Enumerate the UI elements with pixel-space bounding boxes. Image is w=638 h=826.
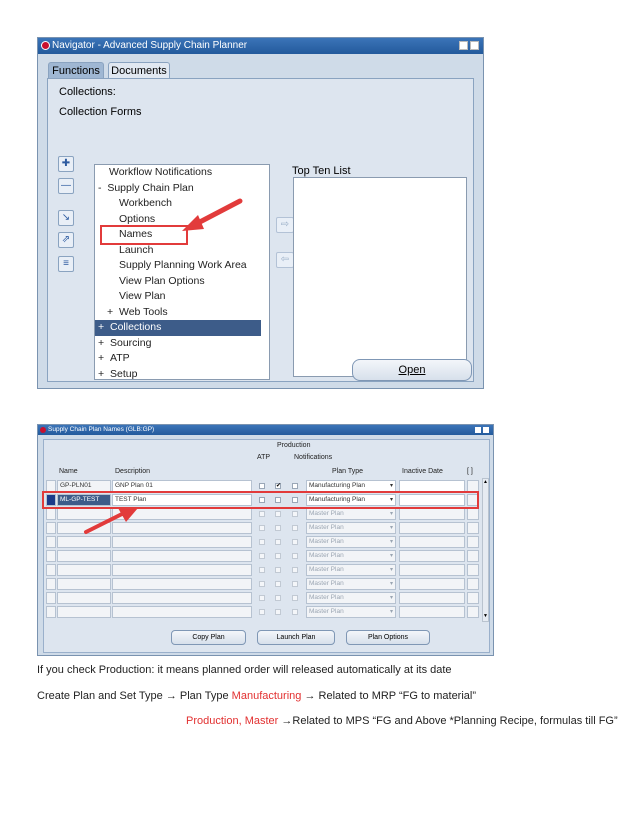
plan-names-title-bar (38, 425, 493, 435)
tree-item[interactable]: Workflow Notifications (109, 166, 213, 178)
oracle-logo-icon (40, 427, 46, 433)
plan-name-cell[interactable] (57, 564, 111, 576)
functions-panel (47, 78, 474, 382)
tab-documents[interactable]: Documents (108, 62, 170, 78)
tree-item[interactable]: Options (119, 212, 156, 225)
launch-plan-button[interactable]: Launch Plan (257, 630, 335, 645)
tree-item-selected[interactable]: + Collections (95, 320, 261, 336)
inactive-date-cell[interactable] (399, 550, 465, 562)
plan-name-cell[interactable]: ML-GP-TEST (57, 494, 111, 506)
production-checkbox[interactable] (275, 525, 281, 531)
row-selector[interactable] (46, 592, 56, 604)
plan-names-title: Supply Chain Plan Names (GLB:GP) (48, 426, 155, 433)
chevron-down-icon[interactable]: ▾ (389, 567, 393, 573)
close-icon[interactable] (470, 41, 479, 50)
note-line-3-end: →Related to MPS “FG and Above *Planning Recipe, formulas till FG” (278, 715, 618, 727)
inactive-date-cell[interactable] (399, 522, 465, 534)
grid-scrollbar[interactable] (482, 478, 489, 622)
plan-name-cell[interactable] (57, 592, 111, 604)
description-cell[interactable] (112, 578, 252, 590)
tree-item[interactable]: + Sourcing (98, 336, 152, 349)
inactive-date-header: Inactive Date (402, 468, 443, 475)
row-selector[interactable] (46, 578, 56, 590)
tree-item-names[interactable]: Names (119, 228, 153, 240)
production-checkbox[interactable]: ✔ (276, 483, 282, 489)
production-header: Production (277, 442, 311, 449)
collapse-all-icon[interactable]: ≡ (58, 256, 74, 272)
production-checkbox[interactable] (275, 553, 281, 559)
plan-name-cell[interactable] (57, 578, 111, 590)
tree-item[interactable]: Launch (119, 243, 154, 256)
plan-type-select[interactable]: Master Plan ▾ (306, 592, 396, 604)
atp-checkbox[interactable] (259, 581, 265, 587)
folder-cell (467, 592, 479, 604)
open-button[interactable]: Open (352, 359, 472, 381)
folder-bracket-header: [ ] (467, 468, 473, 475)
plan-names-window (37, 424, 494, 656)
folder-cell (467, 536, 479, 548)
plan-type-select[interactable]: Master Plan ▾ (306, 564, 396, 576)
plan-type-select[interactable]: Master Plan ▾ (306, 578, 396, 590)
notifications-checkbox[interactable] (292, 581, 298, 587)
remove-from-top-ten-icon[interactable]: ⇦ (276, 252, 294, 268)
plan-options-button[interactable]: Plan Options (346, 630, 430, 645)
atp-checkbox[interactable] (259, 525, 265, 531)
inactive-date-cell[interactable] (399, 508, 465, 520)
atp-checkbox[interactable] (259, 567, 265, 573)
note-line-2-start: Create Plan and Set Type → Plan Type (37, 690, 232, 702)
folder-cell (467, 508, 479, 520)
plan-names-panel (43, 439, 490, 653)
description-cell[interactable]: GNP Plan 01 (112, 480, 252, 492)
note-manufacturing: Manufacturing (231, 690, 302, 702)
inactive-date-cell[interactable] (399, 592, 465, 604)
folder-cell (467, 522, 479, 534)
collapse-icon[interactable]: — (58, 178, 74, 194)
plan-type-select[interactable]: Master Plan ▾ (306, 606, 396, 618)
inactive-date-cell[interactable] (399, 564, 465, 576)
note-line-2-end: → Related to MRP “FG to material” (301, 690, 477, 702)
expand-all-icon[interactable]: ⇗ (58, 232, 74, 248)
top-ten-label: Top Ten List (292, 165, 351, 177)
tree-item[interactable]: View Plan (119, 290, 166, 302)
inactive-date-cell[interactable] (399, 606, 465, 618)
names-highlight-box (100, 225, 188, 245)
chevron-down-icon[interactable]: ▾ (389, 525, 393, 531)
plan-name-cell[interactable] (57, 606, 111, 618)
note-line-1: If you check Production: it means planned order will released automatically at its date (37, 664, 452, 676)
description-cell[interactable] (112, 606, 252, 618)
chevron-down-icon[interactable]: ▾ (389, 483, 393, 489)
production-checkbox[interactable] (275, 581, 281, 587)
scroll-down-icon[interactable]: ▼ (483, 613, 488, 619)
plan-type-header: Plan Type (332, 468, 364, 475)
tree-item[interactable]: + ATP (98, 352, 130, 364)
atp-header: ATP (257, 454, 271, 461)
note-line-2 (37, 690, 476, 702)
notifications-header: Notifications (294, 454, 333, 461)
chevron-down-icon[interactable]: ▾ (389, 539, 393, 545)
description-cell[interactable]: TEST Plan (112, 494, 252, 506)
scroll-up-icon[interactable]: ▲ (483, 479, 488, 485)
note-line-3 (186, 715, 618, 727)
tree-item[interactable]: - Supply Chain Plan (98, 181, 194, 194)
close-icon[interactable] (483, 427, 489, 433)
production-checkbox[interactable] (275, 567, 281, 573)
row-selector[interactable] (46, 550, 56, 562)
name-header: Name (59, 468, 78, 475)
atp-checkbox[interactable] (259, 539, 265, 545)
description-cell[interactable] (112, 564, 252, 576)
row-selector[interactable] (46, 606, 56, 618)
atp-checkbox[interactable] (259, 483, 265, 489)
chevron-down-icon[interactable]: ▾ (389, 595, 393, 601)
chevron-down-icon[interactable]: ▾ (389, 609, 393, 615)
description-cell[interactable] (112, 592, 252, 604)
note-production-master: Production, Master (186, 715, 279, 727)
tab-functions[interactable]: Functions (48, 62, 104, 78)
oracle-logo-icon (41, 41, 50, 50)
tree-item[interactable]: + Setup (98, 367, 138, 380)
notifications-checkbox[interactable] (292, 539, 298, 545)
folder-cell (467, 578, 479, 590)
top-ten-list[interactable] (293, 177, 467, 377)
inactive-date-cell[interactable] (399, 578, 465, 590)
plan-name-cell[interactable] (57, 550, 111, 562)
row-selector[interactable] (46, 522, 56, 534)
plan-type-select[interactable]: Manufacturing Plan ▾ (306, 480, 396, 492)
description-cell[interactable] (112, 536, 252, 548)
tree-item[interactable]: View Plan Options (119, 274, 205, 287)
production-checkbox[interactable] (275, 609, 281, 615)
plan-type-select[interactable]: Manufacturing Plan ▾ (306, 494, 396, 506)
notifications-checkbox[interactable] (292, 553, 298, 559)
minimize-icon[interactable] (459, 41, 468, 50)
notifications-checkbox[interactable] (292, 483, 298, 489)
pointer-arrow-icon (176, 197, 246, 237)
collections-label: Collections: (59, 86, 116, 98)
navigator-window (37, 37, 484, 389)
notifications-checkbox[interactable] (292, 511, 298, 517)
tree-item[interactable]: Supply Planning Work Area (119, 259, 247, 271)
notifications-checkbox[interactable] (292, 595, 298, 601)
plan-type-select[interactable]: Master Plan ▾ (306, 522, 396, 534)
atp-checkbox[interactable] (259, 595, 265, 601)
plan-type-select[interactable]: Master Plan ▾ (306, 508, 396, 520)
plan-type-select[interactable]: Master Plan ▾ (306, 550, 396, 562)
description-header: Description (115, 468, 151, 475)
row-selector[interactable] (46, 564, 56, 576)
atp-checkbox[interactable] (259, 553, 265, 559)
collection-forms-label: Collection Forms (59, 106, 142, 118)
chevron-down-icon[interactable]: ▾ (389, 497, 393, 503)
row-selector[interactable] (46, 508, 56, 520)
notifications-checkbox[interactable] (292, 567, 298, 573)
folder-cell (467, 606, 479, 618)
notifications-checkbox[interactable] (292, 525, 298, 531)
production-checkbox[interactable] (275, 595, 281, 601)
chevron-down-icon[interactable]: ▾ (389, 511, 393, 517)
expand-icon[interactable]: ✚ (58, 156, 74, 172)
production-checkbox[interactable] (275, 511, 281, 517)
atp-checkbox[interactable] (259, 609, 265, 615)
minimize-icon[interactable] (475, 427, 481, 433)
atp-checkbox[interactable] (259, 511, 265, 517)
plan-name-cell[interactable]: GP-PLN01 (57, 480, 111, 492)
row-selector[interactable] (46, 536, 56, 548)
copy-plan-button[interactable]: Copy Plan (171, 630, 246, 645)
folder-cell (467, 550, 479, 562)
folder-cell (467, 564, 479, 576)
inactive-date-cell[interactable] (399, 536, 465, 548)
plan-type-select[interactable]: Master Plan ▾ (306, 536, 396, 548)
navigator-title-bar (38, 38, 483, 54)
notifications-checkbox[interactable] (292, 609, 298, 615)
add-to-top-ten-icon[interactable]: ⇨ (276, 217, 294, 233)
description-cell[interactable] (112, 550, 252, 562)
expand-branch-icon[interactable]: ↘ (58, 210, 74, 226)
plan-name-cell[interactable] (57, 536, 111, 548)
production-checkbox[interactable] (275, 539, 281, 545)
navigator-title: Navigator - Advanced Supply Chain Planner (52, 40, 248, 51)
chevron-down-icon[interactable]: ▾ (389, 581, 393, 587)
pointer-arrow-icon (82, 506, 142, 536)
tree-item[interactable]: Workbench (119, 197, 172, 209)
chevron-down-icon[interactable]: ▾ (389, 553, 393, 559)
tree-item[interactable]: + Web Tools (107, 305, 168, 318)
